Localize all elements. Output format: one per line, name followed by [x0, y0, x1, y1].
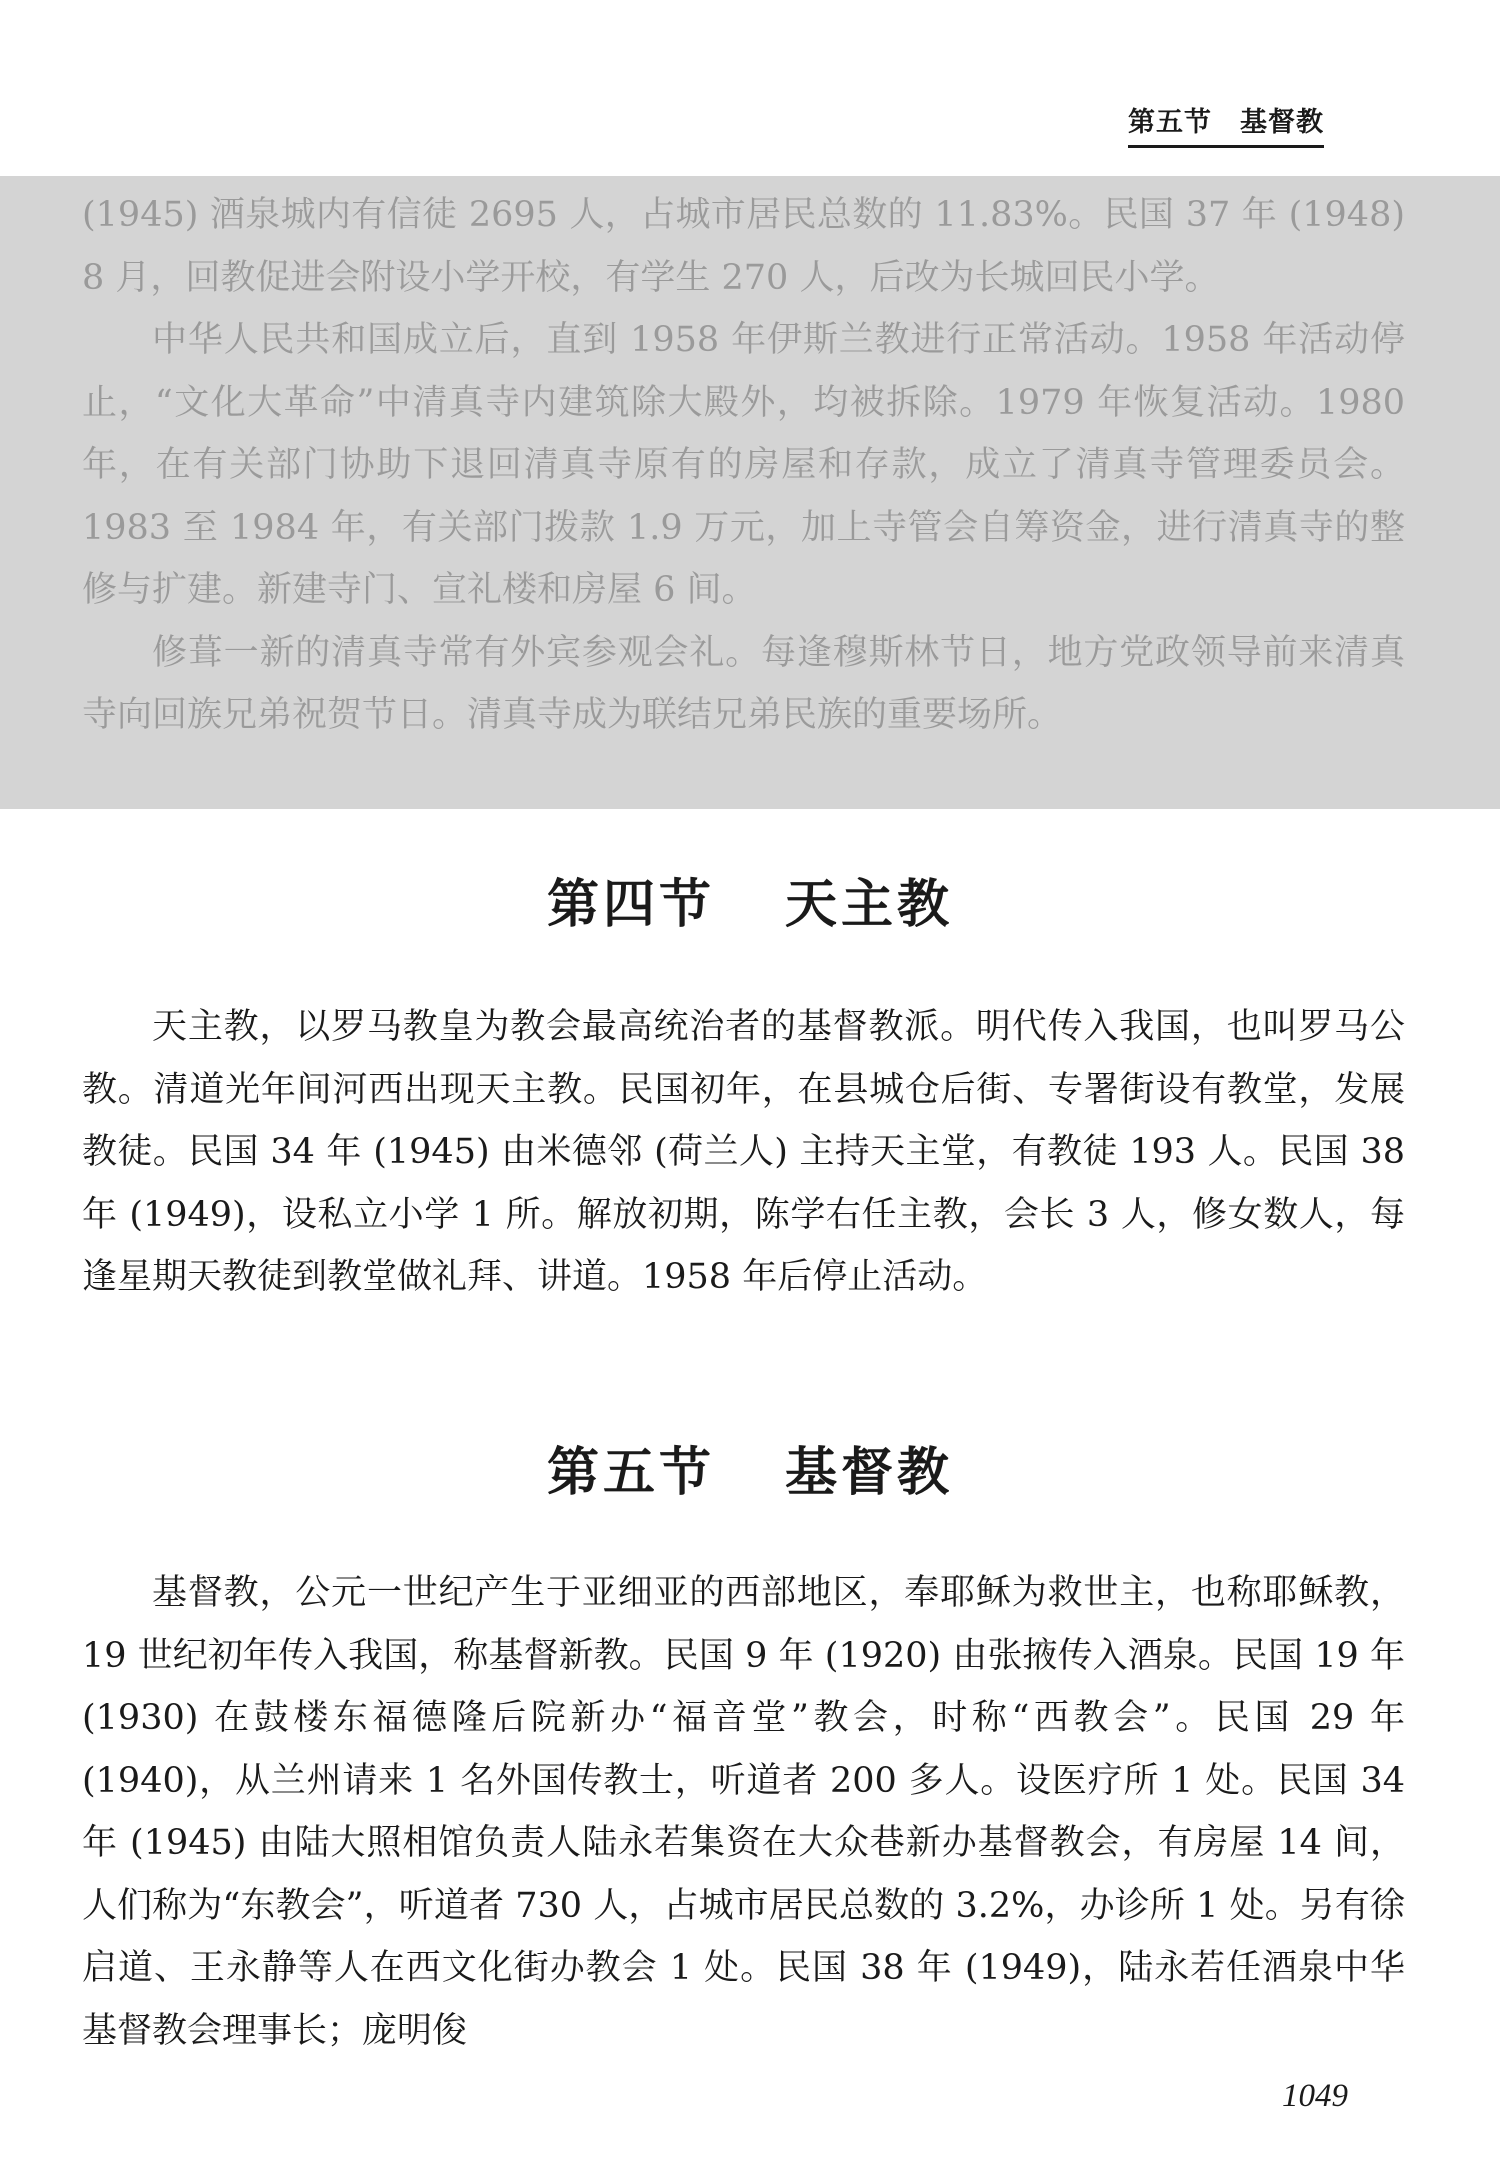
shaded-text-block: [82, 184, 1405, 747]
section-4-body: [82, 996, 1405, 1309]
section-5-body: [82, 1562, 1405, 2062]
running-head-section: 第五节: [1128, 107, 1212, 138]
section-4-title: 天主教: [785, 874, 954, 935]
shaded-paragraph-1: (1945) 酒泉城内有信徒 2695 人，占城市居民总数的 11.83%。民国 37 年 (1948) 8 月，回教促进会附设小学开校，有学生 270 人，后改为长城回民小学。: [82, 195, 1405, 298]
section-5-heading: [0, 1430, 1500, 1505]
section-5-number: 第五节: [546, 1442, 715, 1503]
section-4-number: 第四节: [546, 874, 715, 935]
running-head-title: 基督教: [1240, 107, 1324, 138]
page-number: 1049: [1282, 2078, 1348, 2114]
section-4-paragraph-1: 天主教，以罗马教皇为教会最高统治者的基督教派。明代传入我国，也叫罗马公教。清道光年间河西出现天主教。民国初年，在县城仓后街、专署街设有教堂，发展教徒。民国 34 年 (1945) 由米德邻 (荷兰人) 主持天主堂，有教徒 193 人。民国 38 年 (1949)，设私立小学 1 所。解放初期，陈学右任主教，会长 3 人，修女数人，每逢星期天教徒到教堂做礼拜、讲道。1958 年后停止活动。: [82, 1007, 1405, 1297]
shaded-paragraph-2: 中华人民共和国成立后，直到 1958 年伊斯兰教进行正常活动。1958 年活动停止，“文化大革命”中清真寺内建筑除大殿外，均被拆除。1979 年恢复活动。1980 年，在有关部门协助下退回清真寺原有的房屋和存款，成立了清真寺管理委员会。1983 至 1984 年，有关部门拨款 1.9 万元，加上寺管会自筹资金，进行清真寺的整修与扩建。新建寺门、宣礼楼和房屋 6 间。: [82, 320, 1405, 610]
running-head: [1128, 100, 1324, 148]
section-5-paragraph-1: 基督教，公元一世纪产生于亚细亚的西部地区，奉耶稣为救世主，也称耶稣教，19 世纪初年传入我国，称基督新教。民国 9 年 (1920) 由张掖传入酒泉。民国 19 年 (1930) 在鼓楼东福德隆后院新办“福音堂”教会，时称“西教会”。民国 29 年 (1940)，从兰州请来 1 名外国传教士，听道者 200 多人。设医疗所 1 处。民国 34 年 (1945) 由陆大照相馆负责人陆永若集资在大众巷新办基督教会，有房屋 14 间，人们称为“东教会”，听道者 730 人，占城市居民总数的 3.2%，办诊所 1 处。另有徐启道、王永静等人在西文化街办教会 1 处。民国 38 年 (1949)，陆永若任酒泉中华基督教会理事长；庞明俊: [82, 1573, 1405, 2051]
section-5-title: 基督教: [785, 1442, 954, 1503]
shaded-paragraph-3: 修葺一新的清真寺常有外宾参观会礼。每逢穆斯林节日，地方党政领导前来清真寺向回族兄弟祝贺节日。清真寺成为联结兄弟民族的重要场所。: [82, 632, 1405, 735]
section-4-heading: [0, 862, 1500, 937]
